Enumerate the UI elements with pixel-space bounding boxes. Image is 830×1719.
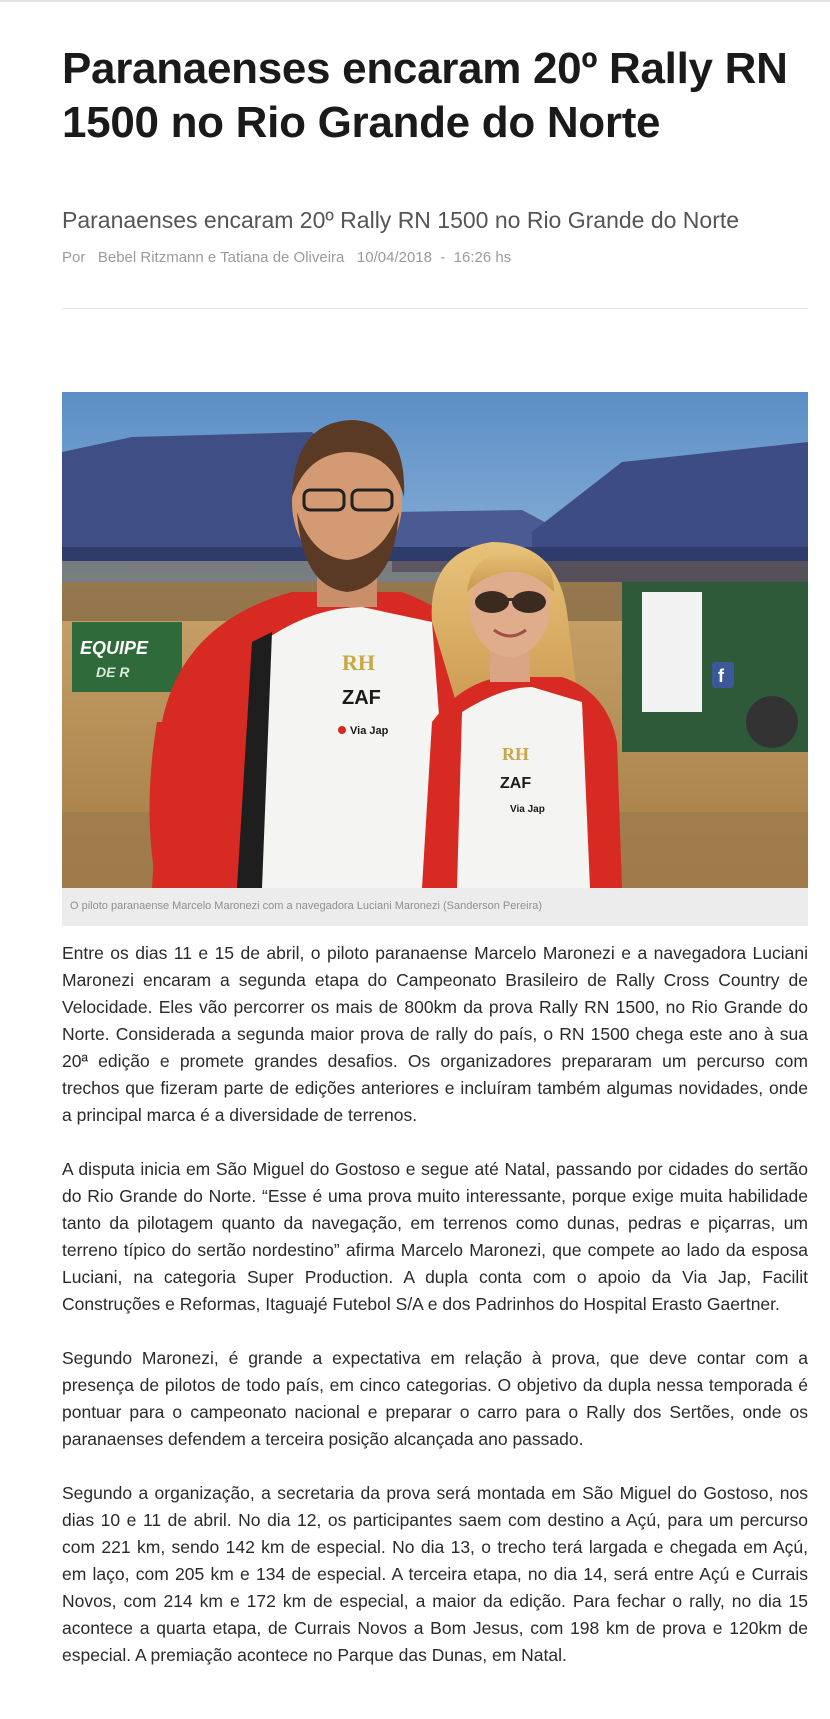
header-divider <box>62 308 808 309</box>
rally-couple-photo <box>62 392 808 888</box>
photo-frame[interactable] <box>62 392 808 888</box>
svg-text:DE R: DE R <box>96 664 130 680</box>
svg-text:Via Jap: Via Jap <box>510 804 545 815</box>
shirt-logo-zaf: ZAF <box>342 687 381 709</box>
byline-authors[interactable]: Bebel Ritzmann e Tatiana de Oliveira <box>97 249 345 266</box>
paragraph: Entre os dias 11 e 15 de abril, o piloto paranaense Marcelo Maronezi e a navegadora Luciani Maronezi encaram a segunda etapa do Campeonato Brasileiro de Rally Cross Country de Velocidade. Eles vão percorrer os mais de 800km da prova Rally RN 1500, no Rio Grande do Norte. Considerada a segunda maior prova de rally do país, o RN 1500 chega este ano à sua 20ª edição e promete grandes desafios. Os organizadores prepararam um percurso com trechos que fizeram parte de edições anteriores e incluíram também algumas novidades, onde a principal marca é a diversidade de terrenos. <box>62 943 808 1125</box>
byline: Por Bebel Ritzmann e Tatiana de Oliveira 10/04/2018 - 16:26 hs <box>62 249 512 266</box>
subtitle: Paranaenses encaram 20º Rally RN 1500 no Rio Grande do Norte <box>62 207 740 234</box>
byline-time: 16:26 hs <box>453 249 512 266</box>
svg-text:f: f <box>718 666 724 686</box>
svg-text:RH: RH <box>502 744 529 764</box>
photo-caption: O piloto paranaense Marcelo Maronezi com a navegadora Luciani Maronezi (Sanderson Pereira) <box>62 888 808 926</box>
headline: Paranaenses encaram 20º Rally RN 1500 no Rio Grande do Norte <box>62 44 788 147</box>
paragraph: A disputa inicia em São Miguel do Gostoso e segue até Natal, passando por cidades do sertão do Rio Grande do Norte. “Esse é uma prova muito interessante, porque exige muita habilidade tanto da pilotagem quanto da navegação, em terrenos como dunas, pedras e piçarras, um terreno típico do sertão nordestino” afirma Marcelo Maronezi, que compete ao lado da esposa Luciani, na categoria Super Production. A dupla conta com o apoio da Via Jap, Facilit Construções e Reformas, Itaguajé Futebol S/A e dos Padrinhos do Hospital Erasto Gaertner. <box>62 1159 808 1314</box>
shirt-logo-viajap: Via Jap <box>350 725 389 737</box>
top-rule <box>0 0 830 2</box>
byline-date: 10/04/2018 <box>356 249 432 266</box>
byline-prefix: Por <box>62 249 86 266</box>
article-body <box>62 940 808 1696</box>
shirt-logo-rh: RH <box>342 650 375 675</box>
article-photo <box>62 392 808 926</box>
paragraph: Segundo a organização, a secretaria da prova será montada em São Miguel do Gostoso, nos dias 10 e 11 de abril. No dia 12, os participantes saem com destino a Açú, para um percurso com 221 km, sendo 142 km de especial. No dia 13, o trecho terá largada e chegada em Açú, em laço, com 205 km e 134 de especial. A terceira etapa, no dia 14, será entre Açú e Currais Novos, com 214 km e 172 km de especial, a maior da edição. Para fechar o rally, no dia 15 acontece a quarta etapa, de Currais Novos a Bom Jesus, com 198 km de prova e 120km de especial. A premiação acontece no Parque das Dunas, em Natal. <box>62 1483 808 1665</box>
svg-text:ZAF: ZAF <box>500 775 532 792</box>
team-banner-text: EQUIPE <box>80 638 149 658</box>
paragraph: Segundo Maronezi, é grande a expectativa em relação à prova, que deve contar com a presença de pilotos de todo país, em cinco categorias. O objetivo da dupla nessa temporada é pontuar para o campeonato nacional e preparar o carro para o Rally dos Sertões, onde os paranaenses defendem a terceira posição alcançada ano passado. <box>62 1348 808 1449</box>
